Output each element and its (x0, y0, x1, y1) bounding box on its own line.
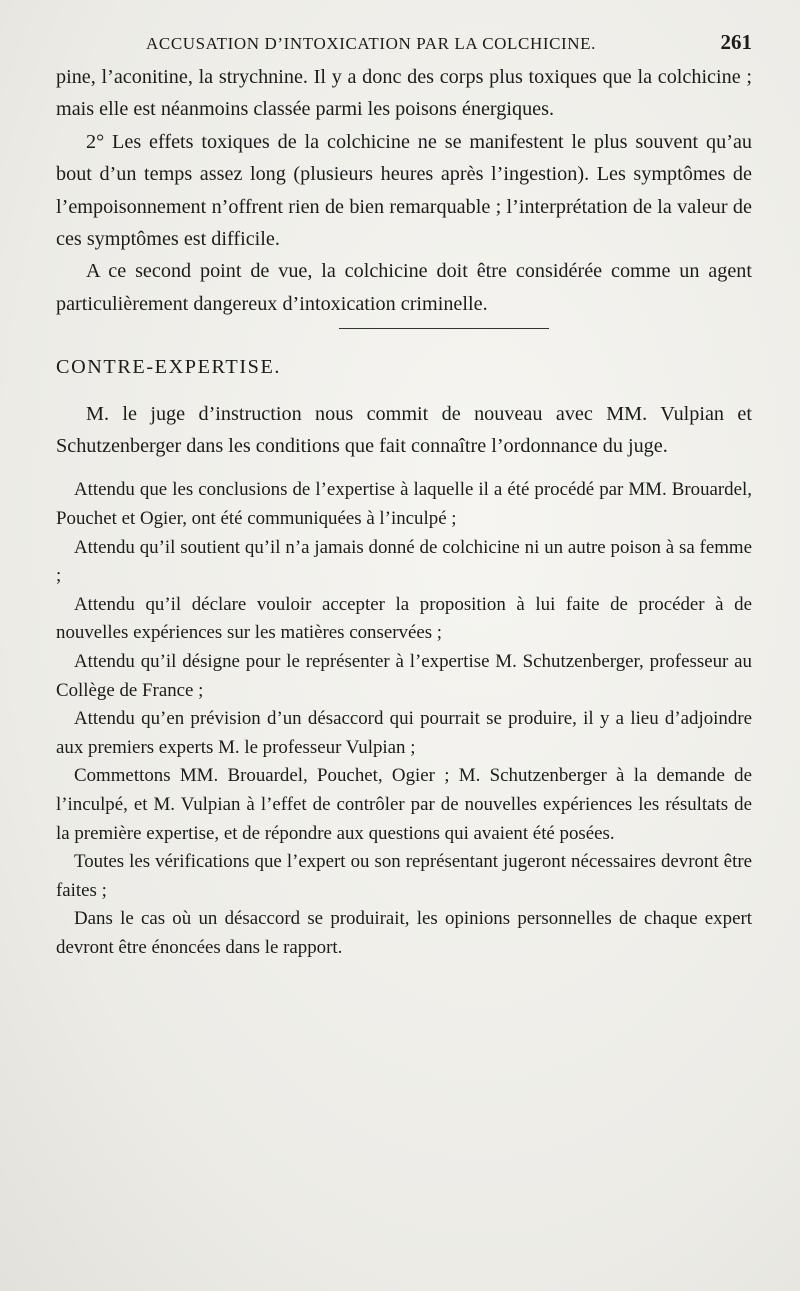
paragraph-point-2: 2° Les effets toxiques de la colchicine ne se manifestent le plus souvent qu’au bout d’un temps assez long (plusieurs heures après l’ingestion). Les symptômes de l’empoisonnement n’offrent rien de bien remarquable ; l’interprétation de la valeur de ces symptômes est difficile. (56, 130, 752, 251)
section-intro: M. le juge d’instruction nous commit de nouveau avec MM. Vulpian et Schutzenberger dans les conditions que fait connaître l’ordonnance du juge. (56, 402, 752, 458)
paragraph-continuation: pine, l’aconitine, la strychnine. Il y a donc des corps plus toxiques que la colchicine ; mais elle est néanmoins classée parmi les poisons énergiques. (56, 66, 752, 121)
ordonnance-clause: Attendu que les conclusions de l’expertise à laquelle il a été procédé par MM. Brouardel, Pouchet et Ogier, ont été communiquées à l’inculpé ; (56, 479, 752, 530)
ordonnance-clause: Attendu qu’il soutient qu’il n’a jamais donné de colchicine ni un autre poison à sa femme ; (56, 536, 752, 587)
running-head (56, 30, 752, 55)
ordonnance-clause: Commettons MM. Brouardel, Pouchet, Ogier ; M. Schutzenberger à la demande de l’inculpé, et M. Vulpian à l’effet de contrôler par de nouvelles expériences les résultats de la première expertise, et de répondre aux questions qui avaient été posées. (56, 765, 752, 844)
ordonnance-clause: Attendu qu’il désigne pour le représenter à l’expertise M. Schutzenberger, professeur au Collège de France ; (56, 651, 752, 701)
ordonnance-clause: Attendu qu’en prévision d’un désaccord qui pourrait se produire, il y a lieu d’adjoindre aux premiers experts M. le professeur Vulpian ; (56, 708, 752, 758)
section-heading: CONTRE-EXPERTISE. (56, 356, 282, 379)
page-number: 261 (720, 30, 752, 54)
ordonnance-clause: Dans le cas où un désaccord se produirait, les opinions personnelles de chaque expert devront être énoncées dans le rapport. (56, 908, 752, 958)
main-text (56, 61, 752, 462)
ordonnance-clause: Toutes les vérifications que l’expert ou son représentant jugeront nécessaires devront être faites ; (56, 851, 752, 901)
section-divider (339, 328, 549, 329)
paragraph-conclusion: A ce second point de vue, la colchicine doit être considérée comme un agent particulièrement dangereux d’intoxication criminelle. (56, 260, 752, 315)
ordonnance-clause: Attendu qu’il déclare vouloir accepter la proposition à lui faite de procéder à de nouvelles expériences sur les matières conservées ; (56, 593, 752, 644)
running-head-title: ACCUSATION D’INTOXICATION PAR LA COLCHICINE. (146, 34, 596, 53)
ordonnance-text (56, 476, 752, 962)
